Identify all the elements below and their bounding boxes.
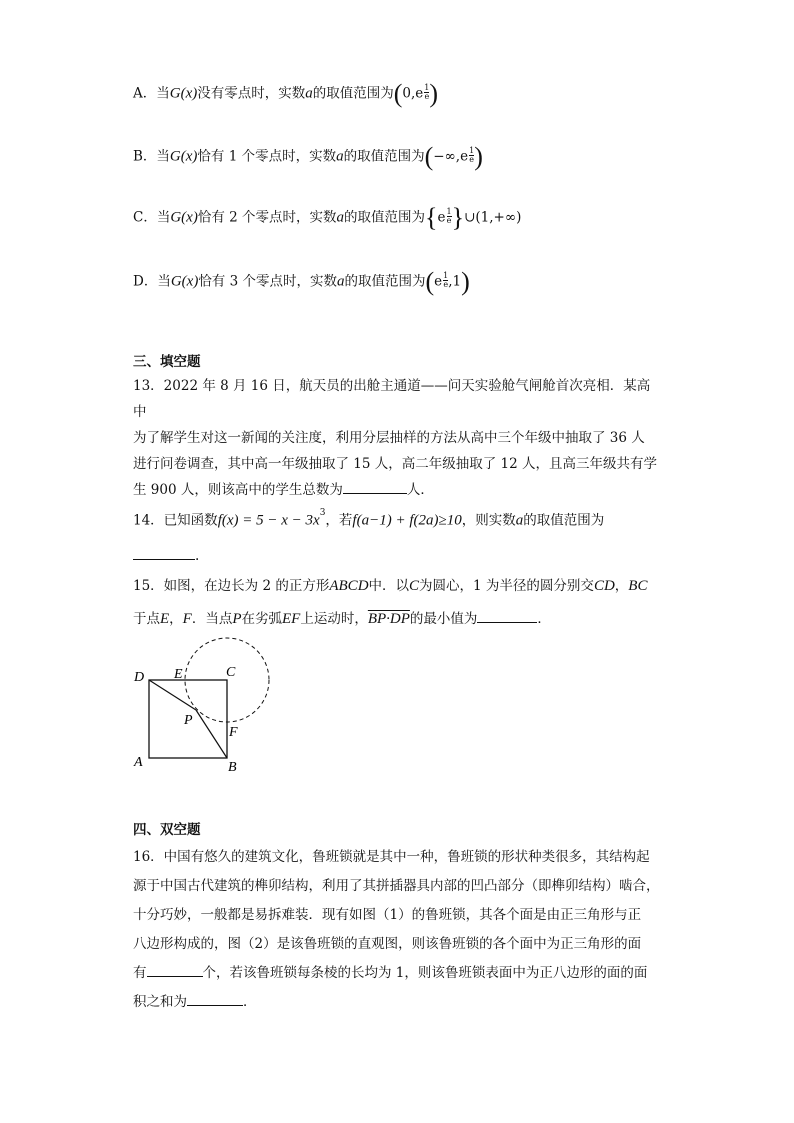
q14-answer-line [133, 545, 199, 566]
label-p: P [184, 713, 193, 728]
exp-num: 1 [443, 270, 449, 280]
exponent-fraction [469, 147, 474, 164]
q15-text: ， [169, 611, 183, 627]
q15-text: 于点 [133, 611, 160, 627]
open-paren: ( [393, 79, 403, 108]
q15-text: 在劣弧 [241, 611, 283, 627]
q14-power: 3 [319, 508, 326, 518]
question-14 [133, 507, 604, 531]
option-d-text2: 的取值范围为 [344, 273, 426, 290]
dot-product: BP·DP [367, 611, 410, 627]
option-b-text2: 的取值范围为 [343, 148, 425, 165]
close-paren: ) [429, 79, 439, 108]
q13-line: 13．2022 年 8 月 16 日，航天员的出舱主通道——问天实验舱气闸舱首次亮相．某高中 [133, 378, 651, 420]
q13-line: 为了解学生对这一新闻的关注度，利用分层抽样的方法从高中三个年级中抽取了 36 人 [133, 430, 645, 446]
segment-bp [196, 710, 227, 758]
option-b [133, 144, 483, 172]
arc-ef: EF [282, 611, 301, 627]
q13-line-last [133, 477, 663, 503]
q16-text: 个，若该鲁班锁每条棱的长均为 1，则该鲁班锁表面中为正八边形的面的面 [202, 965, 648, 981]
q14-suffix: 的取值范围为 [523, 512, 605, 529]
q15-text: 上运动时， [300, 611, 368, 627]
exp-num: 1 [446, 206, 452, 216]
label-b: B [228, 760, 237, 775]
q16-line: 16．中国有悠久的建筑文化，鲁班锁就是其中一种，鲁班锁的形状种类很多，其结构起 [133, 849, 650, 865]
option-a-func: G(x) [169, 85, 198, 102]
q13-line: 生 900 人，则该高中的学生总数为 [133, 482, 343, 498]
segment-bc: BC [628, 578, 648, 594]
label-f: F [229, 725, 238, 740]
label-a: A [134, 755, 143, 770]
label-c: C [226, 665, 236, 680]
exp-den: e [424, 91, 430, 101]
option-a-range: 0,e [402, 85, 424, 102]
close-paren: ) [461, 267, 470, 296]
option-a-label: A．当 [133, 85, 170, 102]
option-b-text: 恰有 1 个零点时，实数 [197, 148, 337, 165]
square-label: ABCD [329, 578, 369, 594]
q14-inequality: f(a−1) + f(2a)≥10 [352, 512, 462, 529]
close-paren: ) [474, 142, 483, 171]
q14-prefix: 14．已知函数 [133, 512, 218, 529]
option-c-text: 恰有 2 个零点时，实数 [197, 209, 337, 226]
q14-end: . [195, 548, 200, 564]
option-b-var: a [336, 148, 344, 165]
segment-cd: CD [593, 578, 615, 594]
answer-blank[interactable] [477, 608, 537, 623]
option-c-var: a [336, 209, 344, 226]
option-d-tail: ,1 [448, 273, 462, 290]
option-a-text: 没有零点时，实数 [197, 85, 306, 102]
option-a-var: a [305, 85, 313, 102]
q16-text: 有 [133, 965, 147, 981]
exponent-fraction [446, 208, 451, 225]
exponent-fraction [424, 84, 429, 101]
q16-line5 [133, 959, 663, 988]
q15-text: ， [614, 578, 629, 594]
open-paren: ( [425, 267, 435, 296]
question-15-line1 [133, 576, 647, 596]
q15-text: 中．以 [368, 578, 410, 594]
q15-text: ．当点 [191, 611, 233, 627]
q14-var: a [515, 512, 524, 529]
option-c [133, 205, 521, 233]
label-e: E [174, 667, 183, 682]
option-a [133, 81, 438, 109]
point-f: F [182, 611, 192, 627]
q15-end: ． [537, 611, 551, 627]
q14-mid: ，若 [325, 512, 353, 529]
q14-function: f(x) = 5 − x − 3x [217, 512, 320, 529]
exp-num: 1 [424, 82, 430, 92]
q15-text: 为圆心，1 为半径的圆分别交 [419, 578, 594, 594]
option-a-text2: 的取值范围为 [312, 85, 394, 102]
exp-den: e [446, 215, 452, 225]
question-13 [133, 373, 663, 503]
option-d-range: e [434, 273, 443, 290]
option-c-tail: ∪(1,+∞) [464, 209, 522, 226]
open-paren: ( [424, 142, 434, 171]
q16-text: ． [243, 994, 257, 1010]
q16-line: 十分巧妙，一般都是易拆难装．现有如图（1）的鲁班锁，其各个面是由正三角形与正 [133, 907, 642, 923]
point-e: E [160, 611, 170, 627]
option-d-func: G(x) [170, 273, 199, 290]
option-d-text: 恰有 3 个零点时，实数 [198, 273, 337, 290]
point-c: C [409, 578, 420, 594]
exp-num: 1 [469, 145, 475, 155]
q16-line: 八边形构成的，图（2）是该鲁班锁的直观图，则该鲁班锁的各个面中为正三角形的面 [133, 936, 642, 952]
option-d [133, 269, 470, 297]
segment-dp [149, 680, 196, 710]
q15-text: 15．如图，在边长为 2 的正方形 [133, 578, 330, 594]
section-fill-blank-heading: 三、填空题 [133, 354, 201, 370]
open-brace: { [425, 203, 438, 232]
option-d-label: D．当 [133, 273, 171, 290]
question-16 [133, 843, 663, 1017]
q13-tail: 人． [406, 482, 434, 498]
option-d-var: a [336, 273, 345, 290]
option-c-func: G(x) [170, 209, 198, 226]
answer-blank[interactable] [133, 545, 195, 560]
option-c-label: C．当 [133, 209, 171, 226]
q16-line: 源于中国古代建筑的榫卯结构，利用了其拼插器具内部的凹凸部分（即榫卯结构）啮合， [133, 878, 660, 894]
exp-den: e [469, 154, 474, 164]
q14-mid2: ，则实数 [461, 512, 516, 529]
point-p: P [232, 611, 242, 627]
q16-text: 积之和为 [133, 994, 187, 1010]
q13-line: 进行问卷调查，其中高一年级抽取了 15 人，高二年级抽取了 12 人，且高三年级共有学 [133, 456, 658, 472]
geometry-figure [130, 632, 290, 782]
answer-blank-1[interactable] [147, 962, 203, 977]
label-d: D [134, 670, 145, 685]
q15-text: 的最小值为 [409, 611, 478, 627]
option-b-func: G(x) [169, 148, 198, 165]
exp-den: e [443, 279, 449, 289]
exponent-fraction [443, 272, 448, 289]
answer-blank[interactable] [343, 479, 407, 494]
option-c-text2: 的取值范围为 [344, 209, 425, 226]
close-brace: } [451, 203, 465, 232]
option-c-range: e [437, 209, 446, 226]
q16-line6 [133, 988, 663, 1017]
option-b-range: −∞,e [433, 148, 469, 165]
question-15-line2 [133, 608, 551, 629]
section-double-blank-heading: 四、双空题 [133, 822, 201, 838]
answer-blank-2[interactable] [187, 991, 243, 1006]
option-b-label: B．当 [133, 148, 170, 165]
